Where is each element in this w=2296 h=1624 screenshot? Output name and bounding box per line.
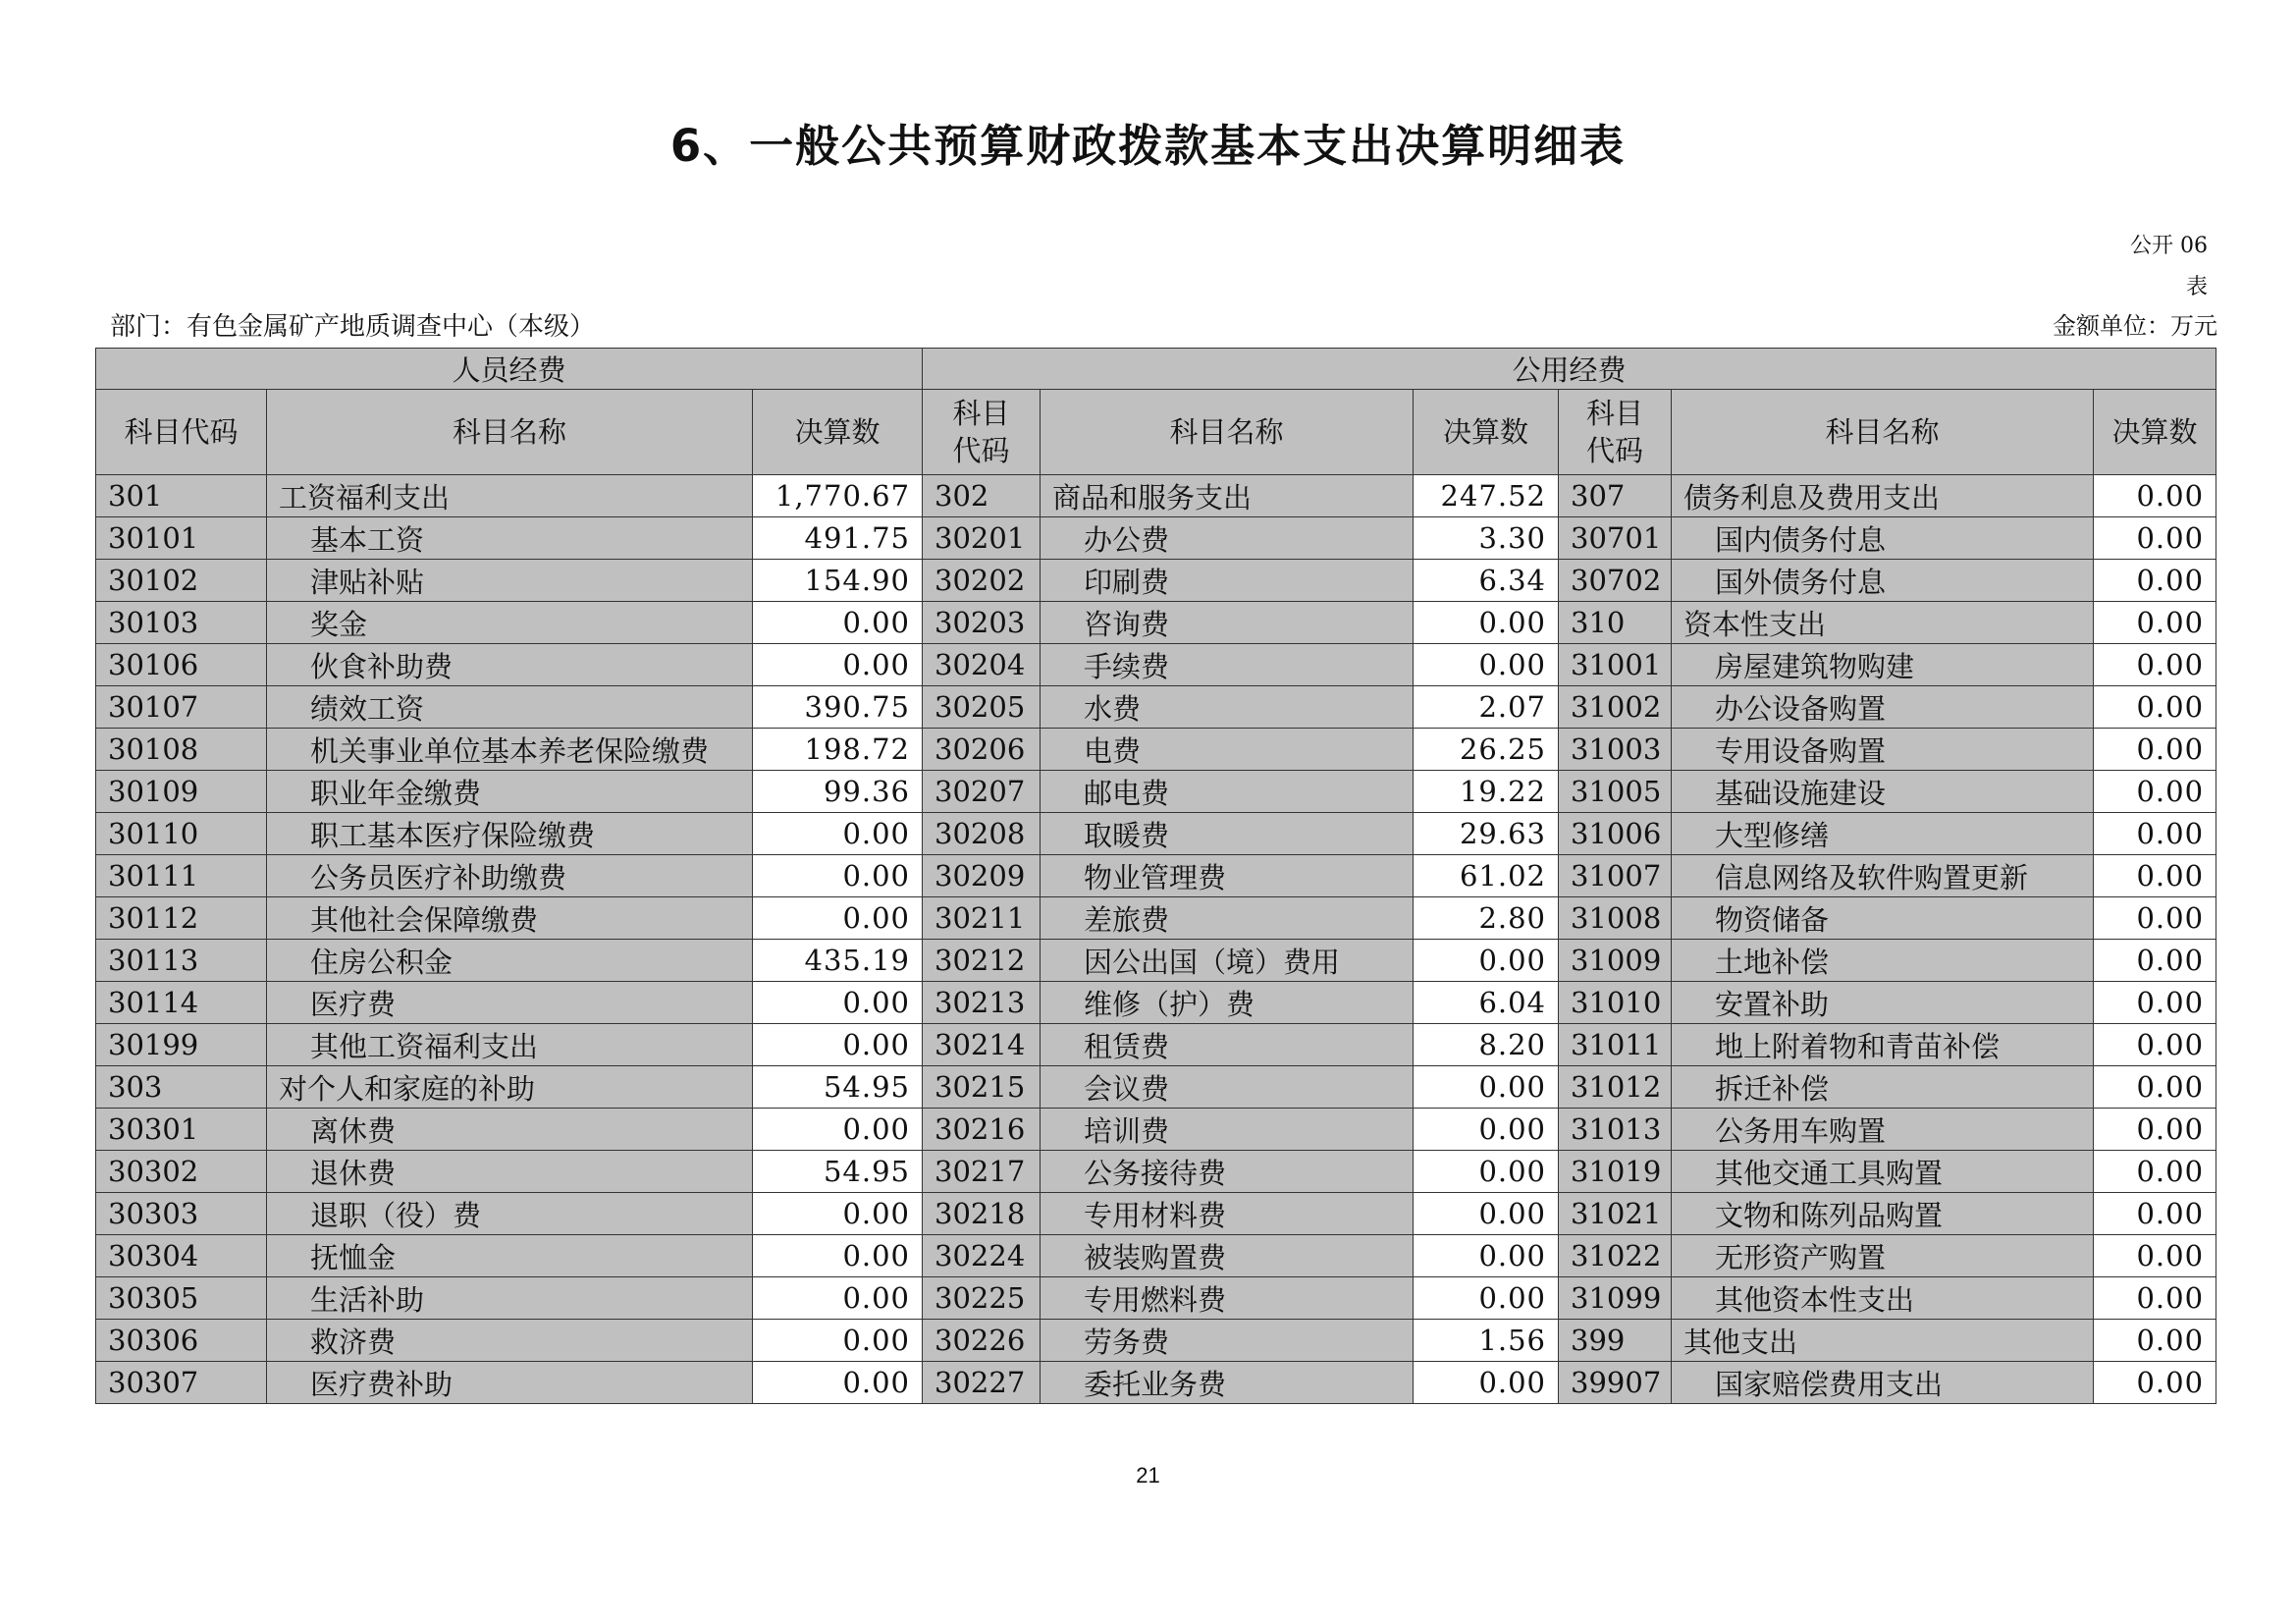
item-amount: 0.00 [2094, 1235, 2216, 1277]
form-code-line1: 公开 06 [2130, 234, 2208, 258]
table-row [96, 729, 2216, 771]
item-name: 物业管理费 [1041, 855, 1414, 897]
item-amount: 0.00 [753, 897, 923, 940]
item-code: 31008 [1559, 897, 1672, 940]
item-code: 30207 [923, 771, 1041, 813]
item-code: 31005 [1559, 771, 1672, 813]
item-code: 31001 [1559, 644, 1672, 686]
item-amount: 0.00 [1414, 940, 1559, 982]
item-name: 因公出国（境）费用 [1041, 940, 1414, 982]
item-amount: 0.00 [1414, 1151, 1559, 1193]
item-name: 维修（护）费 [1041, 982, 1414, 1024]
item-amount: 247.52 [1414, 475, 1559, 517]
item-amount: 19.22 [1414, 771, 1559, 813]
item-amount: 0.00 [753, 602, 923, 644]
col-amount-2: 决算数 [1414, 390, 1559, 475]
item-amount: 491.75 [753, 517, 923, 560]
item-name: 取暖费 [1041, 813, 1414, 855]
item-amount: 0.00 [2094, 897, 2216, 940]
item-code: 39907 [1559, 1362, 1672, 1404]
item-name: 租赁费 [1041, 1024, 1414, 1066]
item-name: 医疗费 [267, 982, 753, 1024]
item-amount: 6.34 [1414, 560, 1559, 602]
item-amount: 99.36 [753, 771, 923, 813]
item-code: 30215 [923, 1066, 1041, 1109]
item-name: 差旅费 [1041, 897, 1414, 940]
col-code-2: 科目 代码 [923, 390, 1041, 475]
item-name: 印刷费 [1041, 560, 1414, 602]
item-code: 30202 [923, 560, 1041, 602]
item-code: 301 [96, 475, 267, 517]
item-amount: 3.30 [1414, 517, 1559, 560]
item-amount: 8.20 [1414, 1024, 1559, 1066]
item-name: 被装购置费 [1041, 1235, 1414, 1277]
personnel-header: 人员经费 [96, 349, 923, 390]
item-code: 31099 [1559, 1277, 1672, 1320]
public-header: 公用经费 [923, 349, 2216, 390]
item-amount: 0.00 [1414, 1193, 1559, 1235]
item-name: 救济费 [267, 1320, 753, 1362]
item-name: 专用材料费 [1041, 1193, 1414, 1235]
item-name: 职业年金缴费 [267, 771, 753, 813]
unit-label: 金额单位：万元 [2053, 312, 2217, 340]
item-name: 抚恤金 [267, 1235, 753, 1277]
item-code: 30307 [96, 1362, 267, 1404]
item-amount: 0.00 [2094, 686, 2216, 729]
item-amount: 0.00 [2094, 1151, 2216, 1193]
item-code: 30301 [96, 1109, 267, 1151]
item-name: 土地补偿 [1672, 940, 2094, 982]
item-code: 30204 [923, 644, 1041, 686]
item-name: 奖金 [267, 602, 753, 644]
item-amount: 0.00 [753, 1235, 923, 1277]
item-amount: 0.00 [2094, 1320, 2216, 1362]
table-row [96, 1024, 2216, 1066]
item-code: 30303 [96, 1193, 267, 1235]
item-code: 30305 [96, 1277, 267, 1320]
item-code: 30112 [96, 897, 267, 940]
item-code: 30701 [1559, 517, 1672, 560]
item-code: 30216 [923, 1109, 1041, 1151]
table-row [96, 813, 2216, 855]
item-amount: 0.00 [2094, 644, 2216, 686]
item-code: 30212 [923, 940, 1041, 982]
item-name: 对个人和家庭的补助 [267, 1066, 753, 1109]
item-code: 307 [1559, 475, 1672, 517]
item-amount: 0.00 [2094, 1277, 2216, 1320]
item-amount: 26.25 [1414, 729, 1559, 771]
item-name: 专用设备购置 [1672, 729, 2094, 771]
table-row [96, 855, 2216, 897]
item-code: 31022 [1559, 1235, 1672, 1277]
item-code: 31011 [1559, 1024, 1672, 1066]
table-row [96, 771, 2216, 813]
item-amount: 2.07 [1414, 686, 1559, 729]
table-row [96, 560, 2216, 602]
item-name: 房屋建筑物购建 [1672, 644, 2094, 686]
item-name: 电费 [1041, 729, 1414, 771]
form-code-line2: 表 [2185, 275, 2208, 299]
item-code: 31013 [1559, 1109, 1672, 1151]
item-amount: 0.00 [753, 1320, 923, 1362]
item-amount: 6.04 [1414, 982, 1559, 1024]
col-amount-3: 决算数 [2094, 390, 2216, 475]
item-amount: 0.00 [2094, 602, 2216, 644]
table-row [96, 1151, 2216, 1193]
item-code: 31012 [1559, 1066, 1672, 1109]
item-code: 30102 [96, 560, 267, 602]
column-header-row [96, 390, 2216, 475]
item-code: 30203 [923, 602, 1041, 644]
item-code: 31007 [1559, 855, 1672, 897]
item-name: 国外债务付息 [1672, 560, 2094, 602]
table-row [96, 1277, 2216, 1320]
item-name: 公务用车购置 [1672, 1109, 2094, 1151]
item-code: 30111 [96, 855, 267, 897]
item-amount: 198.72 [753, 729, 923, 771]
item-amount: 0.00 [2094, 729, 2216, 771]
item-amount: 0.00 [1414, 1066, 1559, 1109]
item-amount: 0.00 [2094, 771, 2216, 813]
item-name: 文物和陈列品购置 [1672, 1193, 2094, 1235]
item-code: 31010 [1559, 982, 1672, 1024]
item-code: 31003 [1559, 729, 1672, 771]
item-amount: 1,770.67 [753, 475, 923, 517]
item-name: 公务员医疗补助缴费 [267, 855, 753, 897]
item-name: 其他交通工具购置 [1672, 1151, 2094, 1193]
item-code: 31002 [1559, 686, 1672, 729]
item-name: 其他资本性支出 [1672, 1277, 2094, 1320]
item-name: 咨询费 [1041, 602, 1414, 644]
item-code: 30208 [923, 813, 1041, 855]
item-amount: 0.00 [753, 644, 923, 686]
item-code: 30217 [923, 1151, 1041, 1193]
table-row [96, 517, 2216, 560]
table-row [96, 602, 2216, 644]
item-code: 30209 [923, 855, 1041, 897]
group-header-row [96, 349, 2216, 390]
item-name: 专用燃料费 [1041, 1277, 1414, 1320]
col-code-3: 科目 代码 [1559, 390, 1672, 475]
item-amount: 0.00 [2094, 940, 2216, 982]
item-name: 其他工资福利支出 [267, 1024, 753, 1066]
item-name: 债务利息及费用支出 [1672, 475, 2094, 517]
item-amount: 0.00 [1414, 644, 1559, 686]
item-code: 31019 [1559, 1151, 1672, 1193]
item-name: 会议费 [1041, 1066, 1414, 1109]
item-name: 伙食补助费 [267, 644, 753, 686]
item-name: 安置补助 [1672, 982, 2094, 1024]
item-amount: 0.00 [2094, 1066, 2216, 1109]
item-name: 津贴补贴 [267, 560, 753, 602]
item-name: 绩效工资 [267, 686, 753, 729]
table-row [96, 686, 2216, 729]
item-name: 退职（役）费 [267, 1193, 753, 1235]
table-row [96, 644, 2216, 686]
item-name: 国家赔偿费用支出 [1672, 1362, 2094, 1404]
item-code: 30205 [923, 686, 1041, 729]
item-code: 30224 [923, 1235, 1041, 1277]
item-name: 无形资产购置 [1672, 1235, 2094, 1277]
item-name: 生活补助 [267, 1277, 753, 1320]
item-amount: 0.00 [1414, 1235, 1559, 1277]
department-label: 部门：有色金属矿产地质调查中心（本级） [110, 312, 596, 342]
item-name: 办公费 [1041, 517, 1414, 560]
item-amount: 0.00 [2094, 517, 2216, 560]
item-amount: 0.00 [753, 1024, 923, 1066]
table-row [96, 940, 2216, 982]
item-name: 国内债务付息 [1672, 517, 2094, 560]
item-amount: 0.00 [753, 982, 923, 1024]
item-code: 30213 [923, 982, 1041, 1024]
item-amount: 0.00 [753, 1277, 923, 1320]
item-amount: 0.00 [2094, 982, 2216, 1024]
item-amount: 0.00 [2094, 1024, 2216, 1066]
item-amount: 1.56 [1414, 1320, 1559, 1362]
item-amount: 54.95 [753, 1066, 923, 1109]
item-amount: 0.00 [1414, 1362, 1559, 1404]
item-name: 其他社会保障缴费 [267, 897, 753, 940]
col-code-1: 科目代码 [96, 390, 267, 475]
item-amount: 0.00 [2094, 560, 2216, 602]
item-code: 310 [1559, 602, 1672, 644]
item-code: 30107 [96, 686, 267, 729]
item-name: 离休费 [267, 1109, 753, 1151]
item-amount: 0.00 [2094, 1193, 2216, 1235]
item-amount: 54.95 [753, 1151, 923, 1193]
item-name: 劳务费 [1041, 1320, 1414, 1362]
item-amount: 0.00 [753, 855, 923, 897]
item-code: 303 [96, 1066, 267, 1109]
col-name-3: 科目名称 [1672, 390, 2094, 475]
item-name: 其他支出 [1672, 1320, 2094, 1362]
item-code: 302 [923, 475, 1041, 517]
item-amount: 0.00 [753, 1362, 923, 1404]
item-amount: 0.00 [2094, 1109, 2216, 1151]
item-name: 办公设备购置 [1672, 686, 2094, 729]
item-name: 水费 [1041, 686, 1414, 729]
item-code: 30113 [96, 940, 267, 982]
item-name: 公务接待费 [1041, 1151, 1414, 1193]
item-amount: 2.80 [1414, 897, 1559, 940]
table-row [96, 1320, 2216, 1362]
item-name: 基本工资 [267, 517, 753, 560]
item-name: 拆迁补偿 [1672, 1066, 2094, 1109]
item-code: 30225 [923, 1277, 1041, 1320]
item-amount: 0.00 [2094, 855, 2216, 897]
item-name: 手续费 [1041, 644, 1414, 686]
item-code: 30211 [923, 897, 1041, 940]
item-amount: 0.00 [1414, 1109, 1559, 1151]
item-amount: 29.63 [1414, 813, 1559, 855]
item-code: 30103 [96, 602, 267, 644]
item-code: 30206 [923, 729, 1041, 771]
table-row [96, 1066, 2216, 1109]
item-amount: 0.00 [1414, 1277, 1559, 1320]
item-name: 物资储备 [1672, 897, 2094, 940]
item-amount: 390.75 [753, 686, 923, 729]
item-name: 机关事业单位基本养老保险缴费 [267, 729, 753, 771]
item-amount: 0.00 [753, 1109, 923, 1151]
item-amount: 0.00 [2094, 813, 2216, 855]
table-row [96, 475, 2216, 517]
item-name: 资本性支出 [1672, 602, 2094, 644]
table-row [96, 1362, 2216, 1404]
item-amount: 0.00 [753, 813, 923, 855]
item-code: 30304 [96, 1235, 267, 1277]
item-code: 31021 [1559, 1193, 1672, 1235]
item-amount: 154.90 [753, 560, 923, 602]
page-number: 21 [1136, 1463, 1160, 1488]
col-name-2: 科目名称 [1041, 390, 1414, 475]
item-code: 30227 [923, 1362, 1041, 1404]
item-name: 商品和服务支出 [1041, 475, 1414, 517]
item-name: 培训费 [1041, 1109, 1414, 1151]
item-name: 信息网络及软件购置更新 [1672, 855, 2094, 897]
item-code: 30199 [96, 1024, 267, 1066]
item-code: 31006 [1559, 813, 1672, 855]
item-name: 工资福利支出 [267, 475, 753, 517]
item-amount: 0.00 [1414, 602, 1559, 644]
page-title: 6、一般公共预算财政拨款基本支出决算明细表 [669, 120, 1627, 172]
item-name: 医疗费补助 [267, 1362, 753, 1404]
item-code: 30101 [96, 517, 267, 560]
item-code: 30226 [923, 1320, 1041, 1362]
item-amount: 61.02 [1414, 855, 1559, 897]
item-name: 退休费 [267, 1151, 753, 1193]
item-code: 30106 [96, 644, 267, 686]
item-name: 住房公积金 [267, 940, 753, 982]
item-name: 基础设施建设 [1672, 771, 2094, 813]
item-amount: 0.00 [2094, 475, 2216, 517]
item-code: 30108 [96, 729, 267, 771]
item-code: 30114 [96, 982, 267, 1024]
item-amount: 435.19 [753, 940, 923, 982]
expenditure-detail-table [95, 348, 2216, 1404]
col-name-1: 科目名称 [267, 390, 753, 475]
item-code: 30218 [923, 1193, 1041, 1235]
item-amount: 0.00 [2094, 1362, 2216, 1404]
table-row [96, 1235, 2216, 1277]
item-code: 30109 [96, 771, 267, 813]
table-row [96, 1109, 2216, 1151]
item-name: 大型修缮 [1672, 813, 2094, 855]
item-code: 30201 [923, 517, 1041, 560]
col-amount-1: 决算数 [753, 390, 923, 475]
item-code: 30110 [96, 813, 267, 855]
item-name: 职工基本医疗保险缴费 [267, 813, 753, 855]
item-code: 30302 [96, 1151, 267, 1193]
item-code: 399 [1559, 1320, 1672, 1362]
item-name: 委托业务费 [1041, 1362, 1414, 1404]
item-code: 30306 [96, 1320, 267, 1362]
item-code: 30702 [1559, 560, 1672, 602]
form-code [2011, 226, 2208, 308]
item-amount: 0.00 [753, 1193, 923, 1235]
item-name: 地上附着物和青苗补偿 [1672, 1024, 2094, 1066]
table-row [96, 897, 2216, 940]
item-code: 31009 [1559, 940, 1672, 982]
table-row [96, 982, 2216, 1024]
item-name: 邮电费 [1041, 771, 1414, 813]
item-code: 30214 [923, 1024, 1041, 1066]
table-row [96, 1193, 2216, 1235]
